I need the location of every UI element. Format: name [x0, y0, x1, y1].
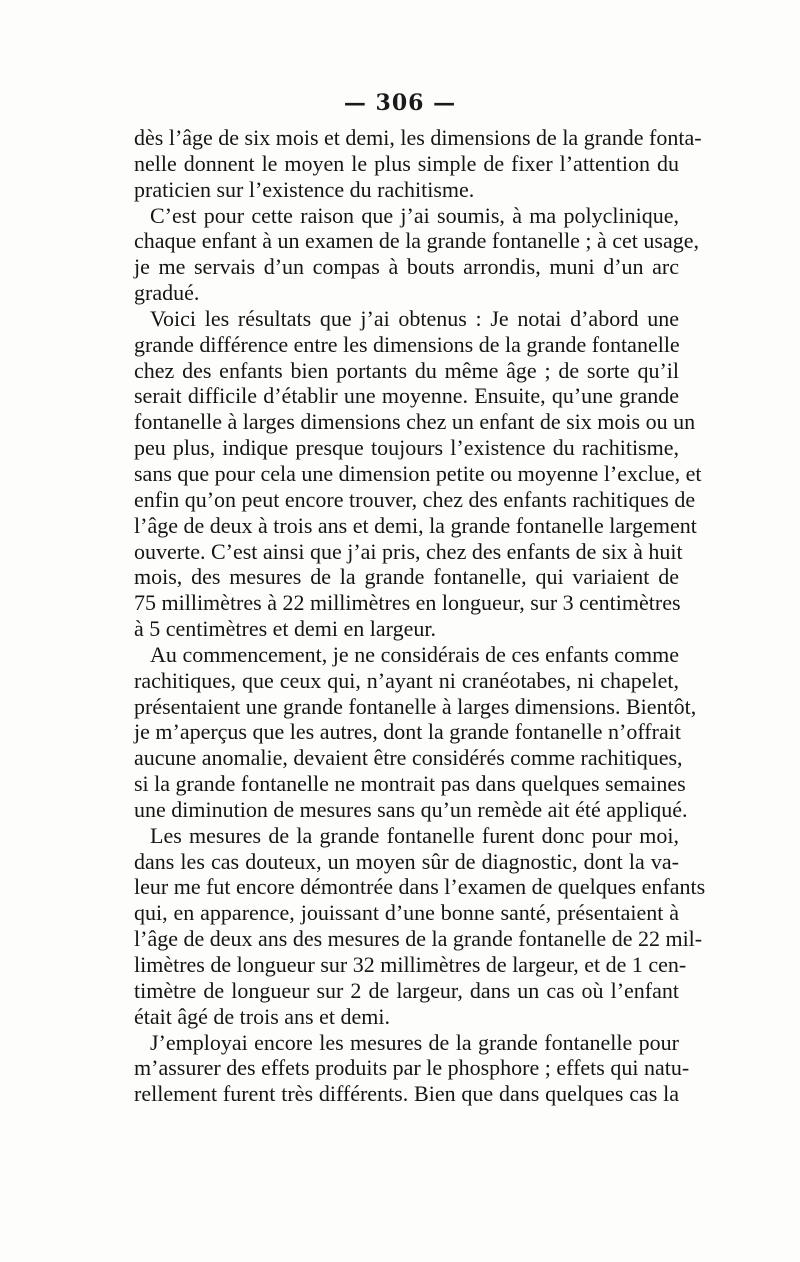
text-line: à 5 centimètres et demi en largeur. — [134, 616, 436, 642]
text-line: aucune anomalie, devaient être considérés comme rachitiques, — [134, 745, 683, 771]
text-line: peu plus, indique presque toujours l’existence du rachitisme, — [134, 435, 679, 461]
text-line: limètres de longueur sur 32 millimètres de largeur, et de 1 cen- — [134, 952, 687, 977]
text-line: l’âge de deux à trois ans et demi, la grande fontanelle largement — [134, 512, 697, 538]
text-line: enfin qu’on peut encore trouver, chez des enfants rachitiques de — [134, 486, 696, 512]
text-line: m’assurer des effets produits par le phosphore ; effets qui natu- — [134, 1055, 690, 1081]
text-line: je me servais d’un compas à bouts arrondis, muni d’un arc — [134, 254, 679, 280]
text-line: grande différence entre les dimensions de la grande fontanelle — [134, 331, 680, 357]
text-line: nelle donnent le moyen le plus simple de fixer l’attention du — [134, 150, 679, 176]
text-line: ouverte. C’est ainsi que j’ai pris, chez des enfants de six à huit — [134, 538, 683, 564]
text-line: praticien sur l’existence du rachitisme. — [134, 176, 475, 202]
page-number: — 306 — — [343, 90, 457, 116]
text-line: dès l’âge de six mois et demi, les dimensions de la grande fonta- — [134, 125, 702, 150]
text-line: si la grande fontanelle ne montrait pas dans quelques semaines — [134, 771, 686, 797]
text-line: chez des enfants bien portants du même âge ; de sorte qu’il — [134, 357, 679, 383]
text-line: leur me fut encore démontrée dans l’examen de quelques enfants — [134, 874, 706, 900]
text-line: J’employai encore les mesures de la grande fontanelle pour — [150, 1029, 679, 1055]
text-line: rellement furent très différents. Bien que dans quelques cas la — [134, 1081, 679, 1107]
text-line: 75 millimètres à 22 millimètres en longueur, sur 3 centimètres — [134, 590, 681, 616]
text-line: une diminution de mesures sans qu’un remède ait été appliqué. — [134, 796, 688, 822]
text-line: gradué. — [134, 280, 200, 306]
text-line: Au commencement, je ne considérais de ces enfants comme — [150, 641, 679, 667]
text-line: Les mesures de la grande fontanelle furent donc pour moi, — [150, 822, 679, 848]
text-line: dans les cas douteux, un moyen sûr de diagnostic, dont la va- — [134, 848, 679, 874]
text-line: fontanelle à larges dimensions chez un enfant de six mois ou un — [134, 409, 696, 435]
text-line: rachitiques, que ceux qui, n’ayant ni cranéotabes, ni chapelet, — [134, 667, 679, 693]
text-line: C’est pour cette raison que j’ai soumis, à ma polyclinique, — [150, 202, 679, 228]
text-line: sans que pour cela une dimension petite ou moyenne l’exclue, et — [134, 460, 702, 486]
text-line: mois, des mesures de la grande fontanelle, qui variaient de — [134, 564, 679, 590]
text-line: je m’aperçus que les autres, dont la grande fontanelle n’offrait — [134, 719, 681, 745]
text-line: serait difficile d’établir une moyenne. Ensuite, qu’une grande — [134, 383, 679, 409]
text-line: Voici les résultats que j’ai obtenus : Je notai d’abord une — [150, 305, 679, 331]
text-line: timètre de longueur sur 2 de largeur, dans un cas où l’enfant — [134, 977, 679, 1003]
text-line: l’âge de deux ans des mesures de la grande fontanelle de 22 mil- — [134, 926, 703, 952]
text-line: chaque enfant à un examen de la grande fontanelle ; à cet usage, — [134, 228, 699, 254]
body-text — [134, 125, 706, 1107]
text-line: présentaient une grande fontanelle à larges dimensions. Bientôt, — [134, 693, 697, 719]
text-line: qui, en apparence, jouissant d’une bonne santé, présentaient à — [134, 900, 679, 926]
text-line: était âgé de trois ans et demi. — [134, 1003, 390, 1029]
